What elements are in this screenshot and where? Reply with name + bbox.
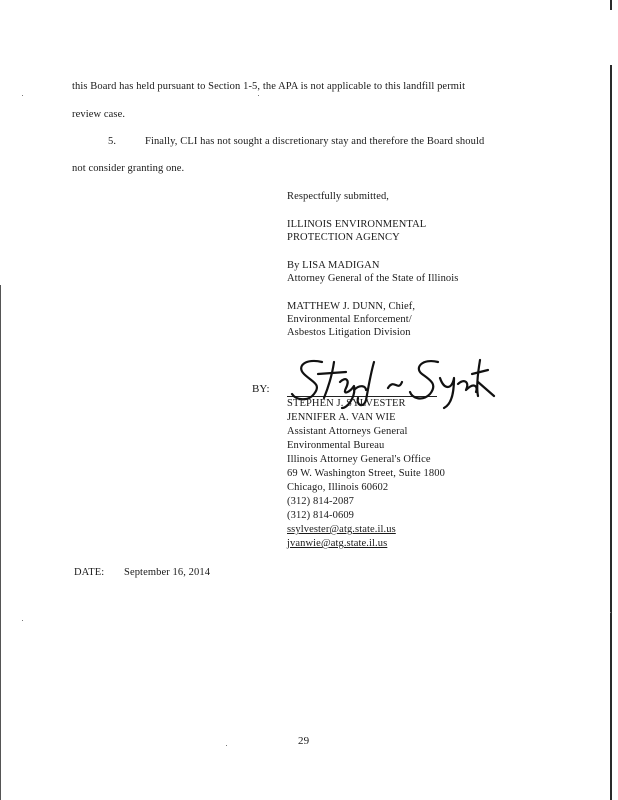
date-value: September 16, 2014 <box>124 567 211 578</box>
city-address: Chicago, Illinois 60602 <box>287 482 389 493</box>
office-name: Illinois Attorney General's Office <box>287 454 431 465</box>
attorney-name-1: STEPHEN J. SYLVESTER <box>287 398 406 409</box>
paragraph-2-line-2: not consider granting one. <box>72 163 185 174</box>
by-label: BY: <box>252 383 270 395</box>
page-number: 29 <box>298 735 310 747</box>
street-address: 69 W. Washington Street, Suite 1800 <box>287 468 445 479</box>
scan-edge-left <box>0 285 1 800</box>
scan-speck <box>226 745 227 746</box>
division-chief-line-3: Asbestos Litigation Division <box>287 327 411 338</box>
paragraph-2-line-1: Finally, CLI has not sought a discretionary stay and therefore the Board should <box>145 136 485 147</box>
scan-edge-right <box>610 0 612 800</box>
paragraph-1-line-2: review case. <box>72 109 126 120</box>
division-chief-line-1: MATTHEW J. DUNN, Chief, <box>287 301 416 312</box>
agency-name-line-2: PROTECTION AGENCY <box>287 232 400 243</box>
scan-speck <box>610 612 611 613</box>
paragraph-2-number: 5. <box>108 136 117 147</box>
scan-speck <box>22 95 23 96</box>
attorney-name-2: JENNIFER A. VAN WIE <box>287 412 396 423</box>
attorney-general-title: Attorney General of the State of Illinois <box>287 273 459 284</box>
by-attorney-general: By LISA MADIGAN <box>287 260 380 271</box>
email-link-1[interactable]: ssylvester@atg.state.il.us <box>287 524 396 535</box>
paragraph-1-line-1: this Board has held pursuant to Section 1-5, the APA is not applicable to this landfill permit <box>72 81 466 92</box>
date-label: DATE: <box>74 567 105 578</box>
attorney-title: Assistant Attorneys General <box>287 426 408 437</box>
phone-number-2: (312) 814-0609 <box>287 510 355 521</box>
scan-speck <box>22 620 23 621</box>
agency-name-line-1: ILLINOIS ENVIRONMENTAL <box>287 219 427 230</box>
bureau-name: Environmental Bureau <box>287 440 385 451</box>
scan-speck <box>258 95 259 96</box>
division-chief-line-2: Environmental Enforcement/ <box>287 314 412 325</box>
email-link-2[interactable]: jvanwie@atg.state.il.us <box>287 538 388 549</box>
closing-text: Respectfully submitted, <box>287 191 390 202</box>
scan-edge-gap <box>610 10 612 65</box>
phone-number-1: (312) 814-2087 <box>287 496 355 507</box>
